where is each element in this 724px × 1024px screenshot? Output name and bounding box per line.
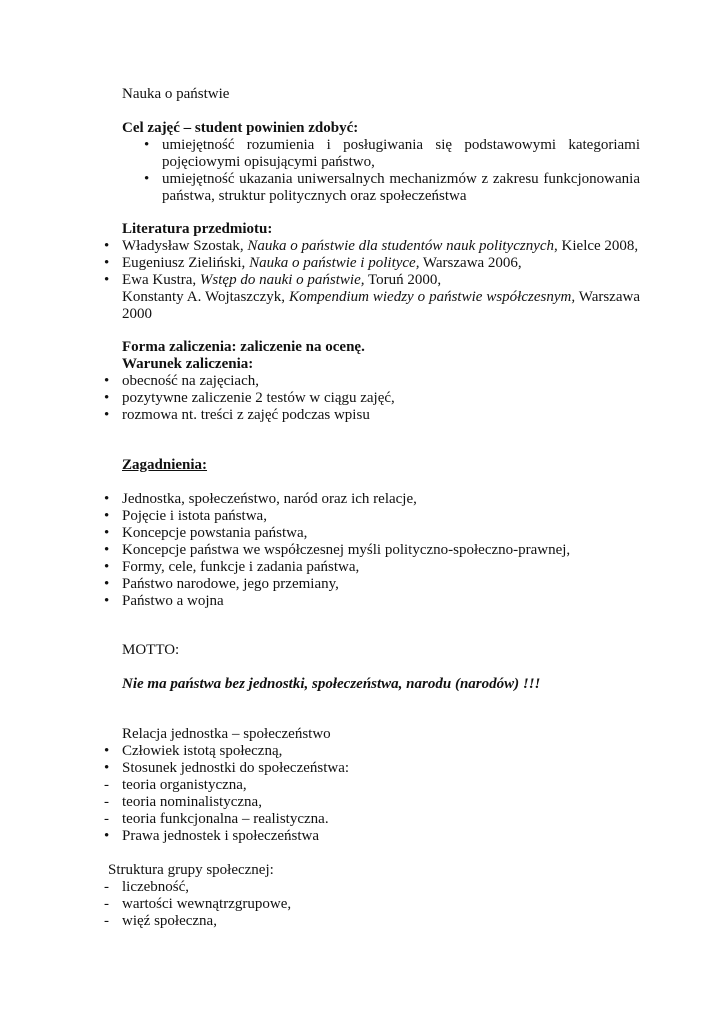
motto-label: MOTTO: — [122, 642, 180, 658]
list-marker: - — [104, 811, 109, 827]
topic-item: Jednostka, społeczeństwo, naród oraz ich relacje, — [122, 491, 417, 507]
bullet-marker: • — [104, 559, 110, 575]
goal-item-2-line2: państwa, struktur politycznych oraz społeczeństwa — [162, 188, 467, 204]
condition-item: rozmowa nt. treści z zajęć podczas wpisu — [122, 407, 370, 423]
topic-item: Formy, cele, funkcje i zadania państwa, — [122, 559, 360, 575]
literature-author: Władysław Szostak, — [122, 238, 248, 254]
bullet-marker: • — [104, 525, 110, 541]
literature-title: Wstęp do nauki o państwie, — [199, 272, 365, 288]
condition-item: obecność na zajęciach, — [122, 373, 259, 389]
structure-heading: Struktura grupy społecznej: — [108, 862, 274, 878]
bullet-marker: • — [144, 171, 150, 187]
list-marker: • — [104, 743, 110, 759]
literature-title: Nauka o państwie dla studentów nauk politycznych — [247, 238, 555, 254]
bullet-marker: • — [104, 373, 110, 389]
literature-title: Kompendium wiedzy o państwie współczesnym, — [288, 289, 576, 305]
literature-author: Ewa Kustra, — [122, 272, 200, 288]
bullet-marker: • — [104, 593, 110, 609]
topic-item: Państwo narodowe, jego przemiany, — [122, 576, 339, 592]
bullet-marker: • — [104, 255, 110, 271]
bullet-marker: • — [104, 542, 110, 558]
literature-item — [122, 238, 640, 255]
bullet-marker: • — [104, 407, 110, 423]
goals-heading: Cel zajęć – student powinien zdobyć: — [122, 120, 359, 136]
list-marker: - — [104, 794, 109, 810]
literature-title: Nauka o państwie i polityce, — [249, 255, 420, 271]
relation-item: teoria funkcjonalna – realistyczna. — [122, 811, 329, 827]
bullet-marker: • — [104, 272, 110, 288]
topics-heading — [122, 457, 207, 474]
bullet-marker: • — [104, 576, 110, 592]
goal-item-1-line1: umiejętność rozumienia i posługiwania się podstawowymi kategoriami — [162, 137, 640, 153]
list-marker: • — [104, 760, 110, 776]
goal-item-2-line1: umiejętność ukazania uniwersalnych mechanizmów z zakresu funkcjonowania — [162, 171, 640, 187]
literature-extra-line2: 2000 — [122, 306, 152, 322]
literature-item — [122, 255, 640, 272]
bullet-marker: • — [104, 390, 110, 406]
literature-place-year: Toruń 2000, — [364, 272, 442, 288]
relation-item: Człowiek istotą społeczną, — [122, 743, 283, 759]
topic-item: Państwo a wojna — [122, 593, 224, 609]
literature-place-year: , Kielce 2008, — [554, 238, 639, 254]
literature-author: Eugeniusz Zieliński, — [122, 255, 250, 271]
relation-item: Prawa jednostek i społeczeństwa — [122, 828, 320, 844]
goal-item-1-line2: pojęciowymi opisującymi państwo, — [162, 154, 375, 170]
relation-item: teoria nominalistyczna, — [122, 794, 262, 810]
page-title: Nauka o państwie — [122, 86, 230, 102]
literature-item — [122, 272, 640, 289]
topic-item: Pojęcie i istota państwa, — [122, 508, 267, 524]
list-marker: - — [104, 879, 109, 895]
bullet-marker: • — [144, 137, 150, 153]
motto-text: Nie ma państwa bez jednostki, społeczeństwa, narodu (narodów) !!! — [122, 676, 541, 692]
literature-place: Warszawa — [575, 289, 640, 305]
literature-heading: Literatura przedmiotu: — [122, 221, 273, 237]
bullet-marker: • — [104, 238, 110, 254]
literature-author: Konstanty A. Wojtaszczyk, — [122, 289, 289, 305]
topic-item: Koncepcje państwa we współczesnej myśli polityczno-społeczno-prawnej, — [122, 542, 571, 558]
structure-item: liczebność, — [122, 879, 190, 895]
list-marker: - — [104, 777, 109, 793]
bullet-marker: • — [104, 508, 110, 524]
condition-item: pozytywne zaliczenie 2 testów w ciągu zajęć, — [122, 390, 395, 406]
literature-place-year: Warszawa 2006, — [419, 255, 522, 271]
condition-heading: Warunek zaliczenia: — [122, 356, 254, 372]
list-marker: - — [104, 913, 109, 929]
structure-item: wartości wewnątrzgrupowe, — [122, 896, 292, 912]
topic-item: Koncepcje powstania państwa, — [122, 525, 308, 541]
relation-heading: Relacja jednostka – społeczeństwo — [122, 726, 331, 742]
list-marker: - — [104, 896, 109, 912]
list-marker: • — [104, 828, 110, 844]
topics-heading-text: Zagadnienia: — [122, 457, 208, 473]
structure-item: więź społeczna, — [122, 913, 217, 929]
relation-item: teoria organistyczna, — [122, 777, 247, 793]
literature-extra-line1 — [122, 289, 640, 306]
bullet-marker: • — [104, 491, 110, 507]
relation-item: Stosunek jednostki do społeczeństwa: — [122, 760, 350, 776]
assessment-form: Forma zaliczenia: zaliczenie na ocenę. — [122, 339, 365, 355]
